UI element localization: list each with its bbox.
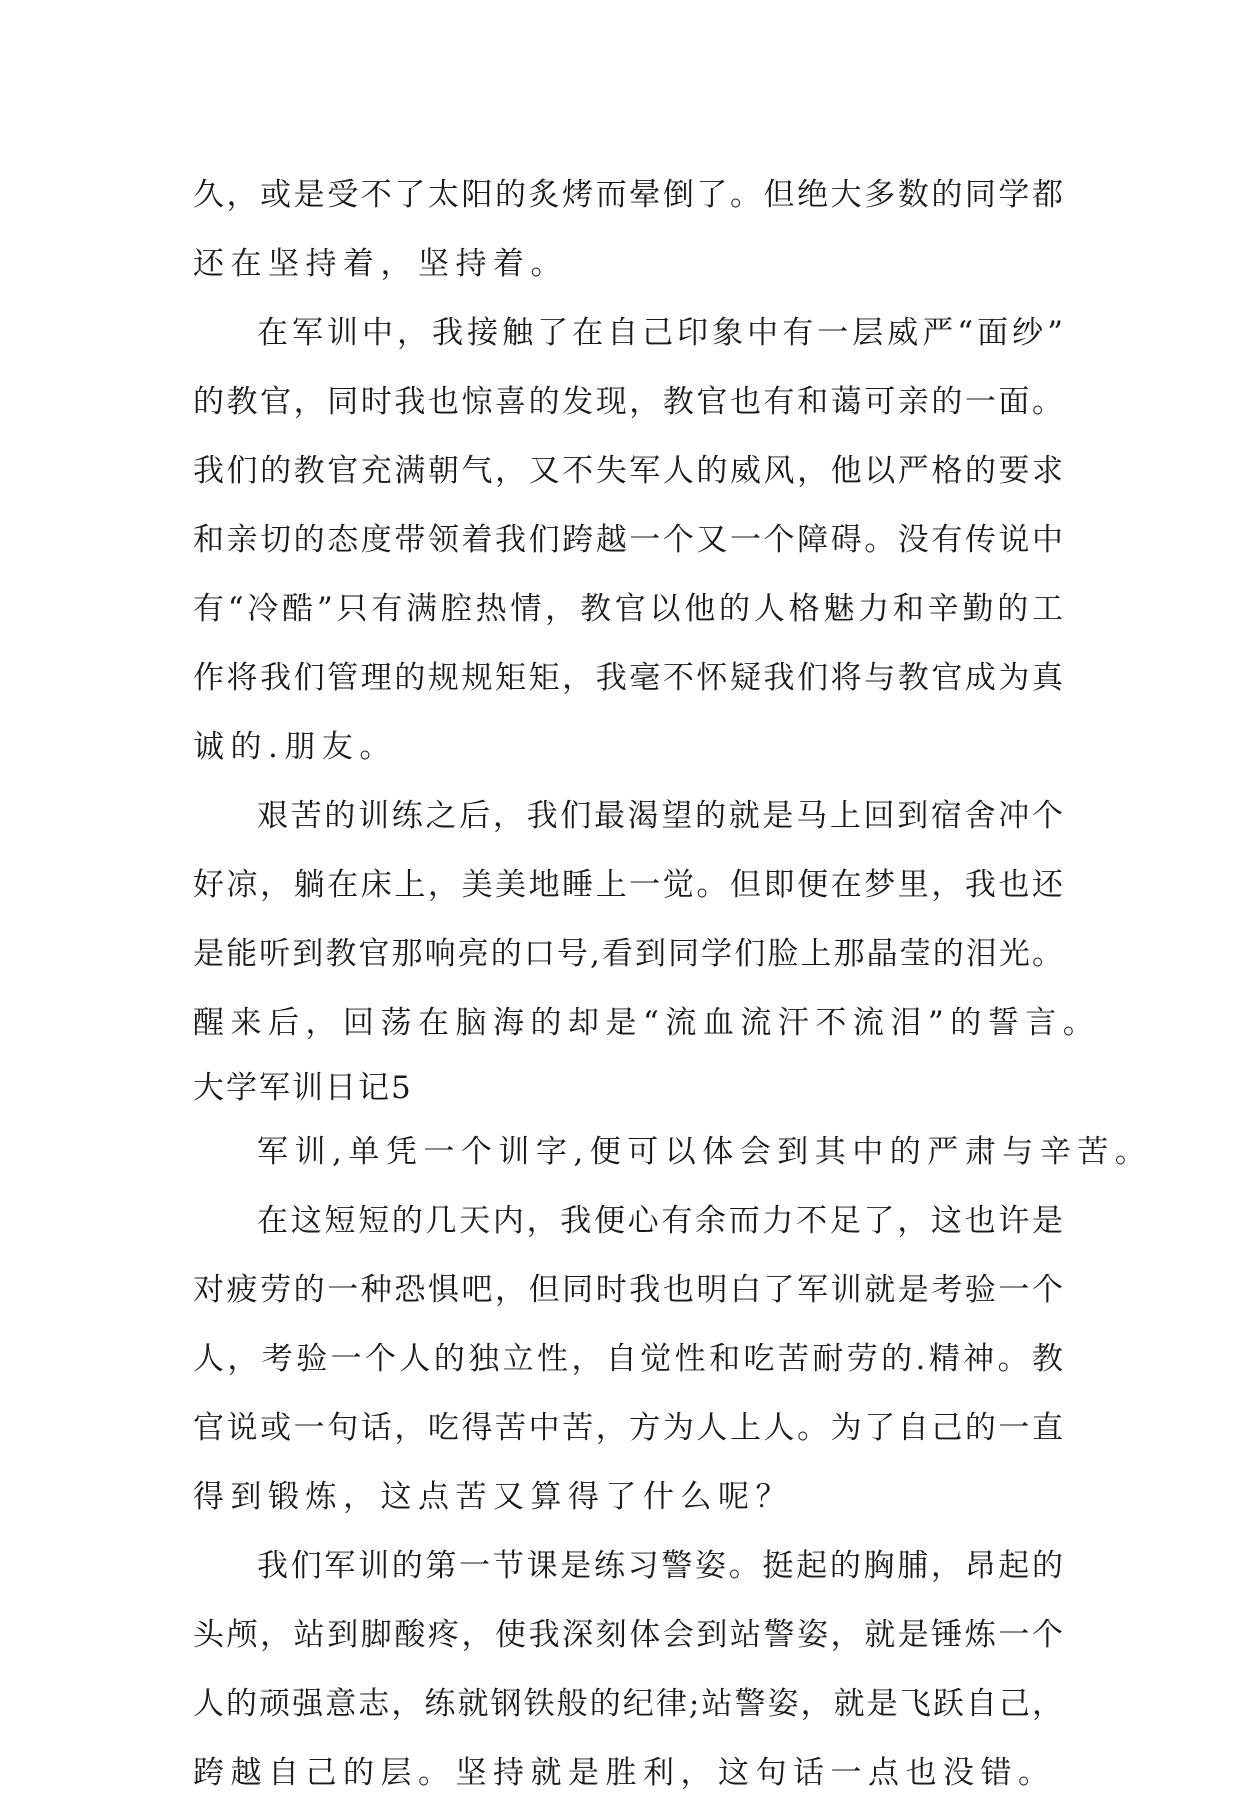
text-line: 对疲劳的一种恐惧吧，但同时我也明白了军训就是考验一个: [193, 1272, 1063, 1308]
paragraph: [193, 1532, 1063, 1808]
document-body: [193, 161, 1153, 1808]
text-line: 头颅，站到脚酸疼，使我深刻体会到站警姿，就是锤炼一个: [193, 1617, 1063, 1653]
text-line: 久，或是受不了太阳的炙烤而晕倒了。但绝大多数的同学都: [193, 177, 1063, 213]
text-line: 诚的.朋友。: [193, 729, 397, 765]
text-line: 我们军训的第一节课是练习警姿。挺起的胸脯，昂起的: [257, 1548, 1063, 1584]
paragraph: [193, 1187, 1063, 1532]
text-line: 好凉，躺在床上，美美地睡上一觉。但即便在梦里，我也还: [193, 867, 1063, 903]
section-heading: 大学军训日记5: [193, 1070, 413, 1106]
text-line: 醒来后，回荡在脑海的却是“流血流汗不流泪”的誓言。: [193, 1005, 1101, 1041]
text-line: 的教官，同时我也惊喜的发现，教官也有和蔼可亲的一面。: [193, 384, 1063, 420]
paragraph: [193, 1118, 1153, 1187]
paragraph: [193, 161, 1063, 299]
text-line: 人，考验一个人的独立性，自觉性和吃苦耐劳的.精神。教: [193, 1341, 1063, 1377]
text-line: 有“冷酷”只有满腔热情，教官以他的人格魅力和辛勤的工: [193, 591, 1063, 627]
text-line: 在军训中，我接触了在自己印象中有一层威严“面纱”: [257, 315, 1063, 351]
text-line: 和亲切的态度带领着我们跨越一个又一个障碍。没有传说中: [193, 522, 1063, 558]
text-line: 在这短短的几天内，我便心有余而力不足了，这也许是: [257, 1203, 1063, 1239]
text-line: 人的顽强意志，练就钢铁般的纪律;站警姿，就是飞跃自己，: [193, 1686, 1063, 1722]
text-line: 作将我们管理的规规矩矩，我毫不怀疑我们将与教官成为真: [193, 660, 1063, 696]
text-line: 跨越自己的层。坚持就是胜利，这句话一点也没错。: [193, 1755, 1056, 1791]
text-line: 我们的教官充满朝气，又不失军人的威风，他以严格的要求: [193, 453, 1063, 489]
text-line: 还在坚持着，坚持着。: [193, 246, 568, 282]
paragraph: [193, 299, 1063, 782]
text-line: 艰苦的训练之后，我们最渴望的就是马上回到宿舍冲个: [257, 798, 1063, 834]
text-line: 是能听到教官那响亮的口号,看到同学们脸上那晶莹的泪光。: [193, 936, 1063, 972]
text-line: 军训,单凭一个训字,便可以体会到其中的严肃与辛苦。: [257, 1134, 1153, 1170]
paragraph: [193, 782, 1101, 1058]
text-line: 官说或一句话，吃得苦中苦，方为人上人。为了自己的一直: [193, 1410, 1063, 1446]
text-line: 得到锻炼，这点苦又算得了什么呢？: [193, 1479, 793, 1515]
